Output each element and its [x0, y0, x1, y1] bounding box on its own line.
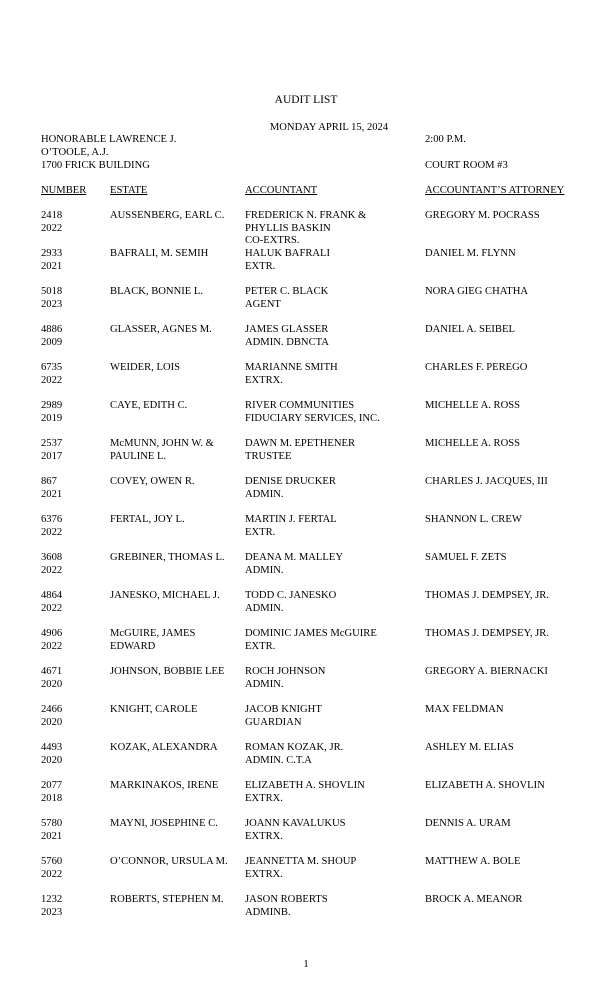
cell-attorney: DANIEL A. SEIBEL: [425, 324, 515, 335]
cell-accountant-line: ROMAN KOZAK, JR.: [245, 742, 344, 753]
cell-number-line: 2009: [41, 336, 63, 348]
cell-accountant: [245, 590, 420, 615]
cell-number-line: 2021: [41, 260, 63, 272]
cell-accountant-line: FIDUCIARY SERVICES, INC.: [245, 412, 380, 424]
cell-number-line: 2022: [41, 374, 63, 386]
cell-accountant-line: HALUK BAFRALI: [245, 248, 331, 259]
cell-accountant: [245, 856, 420, 881]
cell-accountant-line: ROCH JOHNSON: [245, 666, 326, 677]
column-header-accountant: ACCOUNTANT: [245, 185, 318, 196]
cell-number: [41, 286, 101, 311]
cell-accountant: [245, 476, 420, 501]
judge-name-line-2: O’TOOLE, A.J.: [41, 146, 109, 158]
cell-accountant-line: ADMIN.: [245, 488, 284, 500]
building-location: 1700 FRICK BUILDING: [41, 160, 150, 171]
cell-estate: [110, 628, 240, 653]
cell-accountant-line: EXTRX.: [245, 868, 283, 880]
cell-number-line: 2418: [41, 210, 63, 221]
cell-number-line: 2933: [41, 248, 63, 259]
cell-accountant-line: ADMIN.: [245, 564, 284, 576]
cell-number: [41, 894, 101, 919]
cell-number-line: 2021: [41, 830, 63, 842]
cell-number: [41, 818, 101, 843]
cell-accountant-line: PETER C. BLACK: [245, 286, 329, 297]
table-row: [0, 248, 612, 284]
cell-accountant-line: JOANN KAVALUKUS: [245, 818, 346, 829]
cell-accountant-line: DEANA M. MALLEY: [245, 552, 343, 563]
cell-number-line: 2022: [41, 640, 63, 652]
cell-accountant-line: EXTRX.: [245, 374, 283, 386]
cell-estate-line: WEIDER, LOIS: [110, 362, 181, 373]
cell-accountant-line: EXTR.: [245, 260, 276, 272]
cell-attorney: NORA GIEG CHATHA: [425, 286, 528, 297]
cell-estate-line: BLACK, BONNIE L.: [110, 286, 203, 297]
cell-accountant-line: PHYLLIS BASKIN: [245, 222, 331, 234]
cell-accountant: [245, 704, 420, 729]
cell-attorney: CHARLES J. JACQUES, III: [425, 476, 548, 487]
cell-number: [41, 552, 101, 577]
cell-number-line: 2019: [41, 412, 63, 424]
court-room: COURT ROOM #3: [425, 160, 508, 171]
cell-estate-line: JANESKO, MICHAEL J.: [110, 590, 220, 601]
cell-estate: [110, 210, 240, 223]
cell-attorney: MATTHEW A. BOLE: [425, 856, 521, 867]
cell-number-line: 2022: [41, 526, 63, 538]
cell-number-line: 6376: [41, 514, 63, 525]
cell-accountant-line: FREDERICK N. FRANK &: [245, 210, 367, 221]
cell-number-line: 867: [41, 476, 57, 487]
cell-attorney: BROCK A. MEANOR: [425, 894, 523, 905]
table-row: [0, 818, 612, 854]
cell-attorney: THOMAS J. DEMPSEY, JR.: [425, 628, 550, 639]
cell-number-line: 4906: [41, 628, 63, 639]
cell-estate-line: GLASSER, AGNES M.: [110, 324, 212, 335]
cell-number: [41, 324, 101, 349]
cell-estate-line: PAULINE L.: [110, 450, 167, 462]
cell-number-line: 2537: [41, 438, 63, 449]
cell-estate-line: CAYE, EDITH C.: [110, 400, 188, 411]
cell-estate-line: GREBINER, THOMAS L.: [110, 552, 225, 563]
cell-number-line: 2023: [41, 298, 63, 310]
table-row: [0, 362, 612, 398]
cell-number-line: 2023: [41, 906, 63, 918]
table-row: [0, 210, 612, 246]
cell-number: [41, 210, 101, 235]
cell-estate-line: JOHNSON, BOBBIE LEE: [110, 666, 225, 677]
cell-number-line: 2466: [41, 704, 63, 715]
cell-number-line: 2021: [41, 488, 63, 500]
cell-accountant-line: ADMIN.: [245, 602, 284, 614]
cell-number-line: 4886: [41, 324, 63, 335]
cell-estate: [110, 742, 240, 755]
cell-accountant-line: RIVER COMMUNITIES: [245, 400, 355, 411]
cell-number-line: 5018: [41, 286, 63, 297]
cell-number-line: 2022: [41, 222, 63, 234]
cell-accountant-line: TODD C. JANESKO: [245, 590, 337, 601]
cell-accountant-line: JEANNETTA M. SHOUP: [245, 856, 357, 867]
cell-estate: [110, 780, 240, 793]
cell-accountant-line: EXTR.: [245, 640, 276, 652]
cell-estate-line: KNIGHT, CAROLE: [110, 704, 198, 715]
cell-attorney: ELIZABETH A. SHOVLIN: [425, 780, 545, 791]
table-row: [0, 438, 612, 474]
cell-accountant: [245, 894, 420, 919]
cell-attorney: GREGORY A. BIERNACKI: [425, 666, 548, 677]
cell-estate: [110, 856, 240, 869]
cell-accountant-line: ADMIN.: [245, 678, 284, 690]
cell-estate: [110, 476, 240, 489]
cell-number: [41, 362, 101, 387]
table-row: [0, 286, 612, 322]
table-row: [0, 742, 612, 778]
cell-accountant-line: AGENT: [245, 298, 281, 310]
cell-number-line: 4864: [41, 590, 63, 601]
cell-estate: [110, 286, 240, 299]
table-row: [0, 590, 612, 626]
cell-accountant-line: DOMINIC JAMES McGUIRE: [245, 628, 377, 639]
cell-attorney: CHARLES F. PEREGO: [425, 362, 528, 373]
cell-accountant: [245, 742, 420, 767]
cell-accountant-line: JAMES GLASSER: [245, 324, 329, 335]
table-row: [0, 666, 612, 702]
cell-estate: [110, 438, 240, 463]
table-row: [0, 628, 612, 664]
cell-number: [41, 856, 101, 881]
cell-number-line: 2989: [41, 400, 63, 411]
table-row: [0, 704, 612, 740]
cell-estate-line: KOZAK, ALEXANDRA: [110, 742, 218, 753]
cell-number-line: 2022: [41, 564, 63, 576]
cell-attorney: MICHELLE A. ROSS: [425, 400, 521, 411]
cell-number: [41, 476, 101, 501]
cell-accountant-line: TRUSTEE: [245, 450, 292, 462]
cell-number-line: 2077: [41, 780, 63, 791]
cell-estate-line: BAFRALI, M. SEMIH: [110, 248, 209, 259]
cell-attorney: DENNIS A. URAM: [425, 818, 511, 829]
cell-attorney: THOMAS J. DEMPSEY, JR.: [425, 590, 550, 601]
cell-accountant: [245, 552, 420, 577]
cell-estate: [110, 552, 240, 565]
cell-number: [41, 248, 101, 273]
cell-accountant: [245, 210, 420, 248]
cell-number-line: 2018: [41, 792, 63, 804]
cell-estate: [110, 818, 240, 831]
cell-estate: [110, 362, 240, 375]
table-row: [0, 514, 612, 550]
column-header-attorney: ACCOUNTANT’S ATTORNEY: [425, 185, 565, 196]
cell-estate-line: MAYNI, JOSEPHINE C.: [110, 818, 218, 829]
cell-number-line: 5780: [41, 818, 63, 829]
cell-number: [41, 666, 101, 691]
cell-number: [41, 400, 101, 425]
cell-estate: [110, 704, 240, 717]
cell-number-line: 3608: [41, 552, 63, 563]
cell-number-line: 2020: [41, 716, 63, 728]
cell-accountant-line: MARTIN J. FERTAL: [245, 514, 337, 525]
cell-accountant-line: ELIZABETH A. SHOVLIN: [245, 780, 365, 791]
cell-number: [41, 514, 101, 539]
hearing-time: 2:00 P.M.: [425, 134, 466, 145]
cell-number-line: 6735: [41, 362, 63, 373]
table-row: [0, 324, 612, 360]
cell-estate: [110, 400, 240, 413]
cell-estate-line: FERTAL, JOY L.: [110, 514, 185, 525]
table-row: [0, 780, 612, 816]
cell-number-line: 4671: [41, 666, 63, 677]
cell-attorney: SAMUEL F. ZETS: [425, 552, 507, 563]
cell-number-line: 2022: [41, 868, 63, 880]
cell-estate-line: McMUNN, JOHN W. &: [110, 438, 214, 449]
judge-name: [41, 134, 221, 159]
cell-number-line: 2020: [41, 754, 63, 766]
cell-accountant: [245, 286, 420, 311]
cell-attorney: SHANNON L. CREW: [425, 514, 522, 525]
cell-accountant: [245, 438, 420, 463]
cell-estate-line: O’CONNOR, URSULA M.: [110, 856, 228, 867]
table-row: [0, 856, 612, 892]
cell-number-line: 2017: [41, 450, 63, 462]
cell-accountant: [245, 248, 420, 273]
cell-accountant-line: ADMINB.: [245, 906, 291, 918]
cell-accountant: [245, 514, 420, 539]
cell-estate-line: EDWARD: [110, 640, 156, 652]
page-title: AUDIT LIST: [274, 94, 338, 106]
judge-name-line-1: HONORABLE LAWRENCE J.: [41, 134, 177, 145]
cell-attorney: ASHLEY M. ELIAS: [425, 742, 514, 753]
cell-estate-line: AUSSENBERG, EARL C.: [110, 210, 225, 221]
cell-accountant-line: ADMIN. C.T.A: [245, 754, 312, 766]
cell-number-line: 2022: [41, 602, 63, 614]
cell-number: [41, 704, 101, 729]
cell-attorney: MICHELLE A. ROSS: [425, 438, 521, 449]
cell-accountant-line: EXTR.: [245, 526, 276, 538]
cell-estate: [110, 514, 240, 527]
table-row: [0, 894, 612, 930]
cell-estate-line: ROBERTS, STEPHEN M.: [110, 894, 224, 905]
column-header-estate: ESTATE: [110, 185, 148, 196]
page-number: 1: [303, 958, 309, 970]
cell-accountant-line: ADMIN. DBNCTA: [245, 336, 329, 348]
cell-number: [41, 590, 101, 615]
cell-accountant-line: GUARDIAN: [245, 716, 302, 728]
cell-attorney: GREGORY M. POCRASS: [425, 210, 540, 221]
cell-estate: [110, 666, 240, 679]
table-row: [0, 552, 612, 588]
cell-accountant-line: DAWN M. EPETHENER: [245, 438, 356, 449]
cell-accountant-line: EXTRX.: [245, 830, 283, 842]
table-row: [0, 476, 612, 512]
table-row: [0, 400, 612, 436]
hearing-date: MONDAY APRIL 15, 2024: [269, 122, 389, 133]
cell-number-line: 1232: [41, 894, 63, 905]
cell-accountant: [245, 400, 420, 425]
cell-number-line: 5760: [41, 856, 63, 867]
cell-accountant-line: JACOB KNIGHT: [245, 704, 322, 715]
cell-accountant-line: DENISE DRUCKER: [245, 476, 336, 487]
cell-estate: [110, 894, 240, 907]
cell-number-line: 4493: [41, 742, 63, 753]
cell-number: [41, 742, 101, 767]
cell-accountant: [245, 362, 420, 387]
cell-attorney: DANIEL M. FLYNN: [425, 248, 516, 259]
cell-estate: [110, 590, 240, 603]
cell-accountant: [245, 628, 420, 653]
cell-accountant: [245, 666, 420, 691]
cell-estate-line: COVEY, OWEN R.: [110, 476, 195, 487]
cell-accountant: [245, 780, 420, 805]
cell-estate: [110, 324, 240, 337]
cell-attorney: MAX FELDMAN: [425, 704, 504, 715]
cell-number-line: 2020: [41, 678, 63, 690]
cell-accountant-line: JASON ROBERTS: [245, 894, 328, 905]
cell-estate-line: McGUIRE, JAMES: [110, 628, 196, 639]
cell-accountant-line: MARIANNE SMITH: [245, 362, 338, 373]
cell-number: [41, 628, 101, 653]
cell-accountant: [245, 324, 420, 349]
cell-accountant: [245, 818, 420, 843]
column-header-number: NUMBER: [41, 185, 87, 196]
cell-accountant-line: EXTRX.: [245, 792, 283, 804]
cell-estate: [110, 248, 240, 261]
cell-number: [41, 438, 101, 463]
cell-estate-line: MARKINAKOS, IRENE: [110, 780, 219, 791]
cell-accountant-line: CO-EXTRS.: [245, 235, 300, 246]
cell-number: [41, 780, 101, 805]
